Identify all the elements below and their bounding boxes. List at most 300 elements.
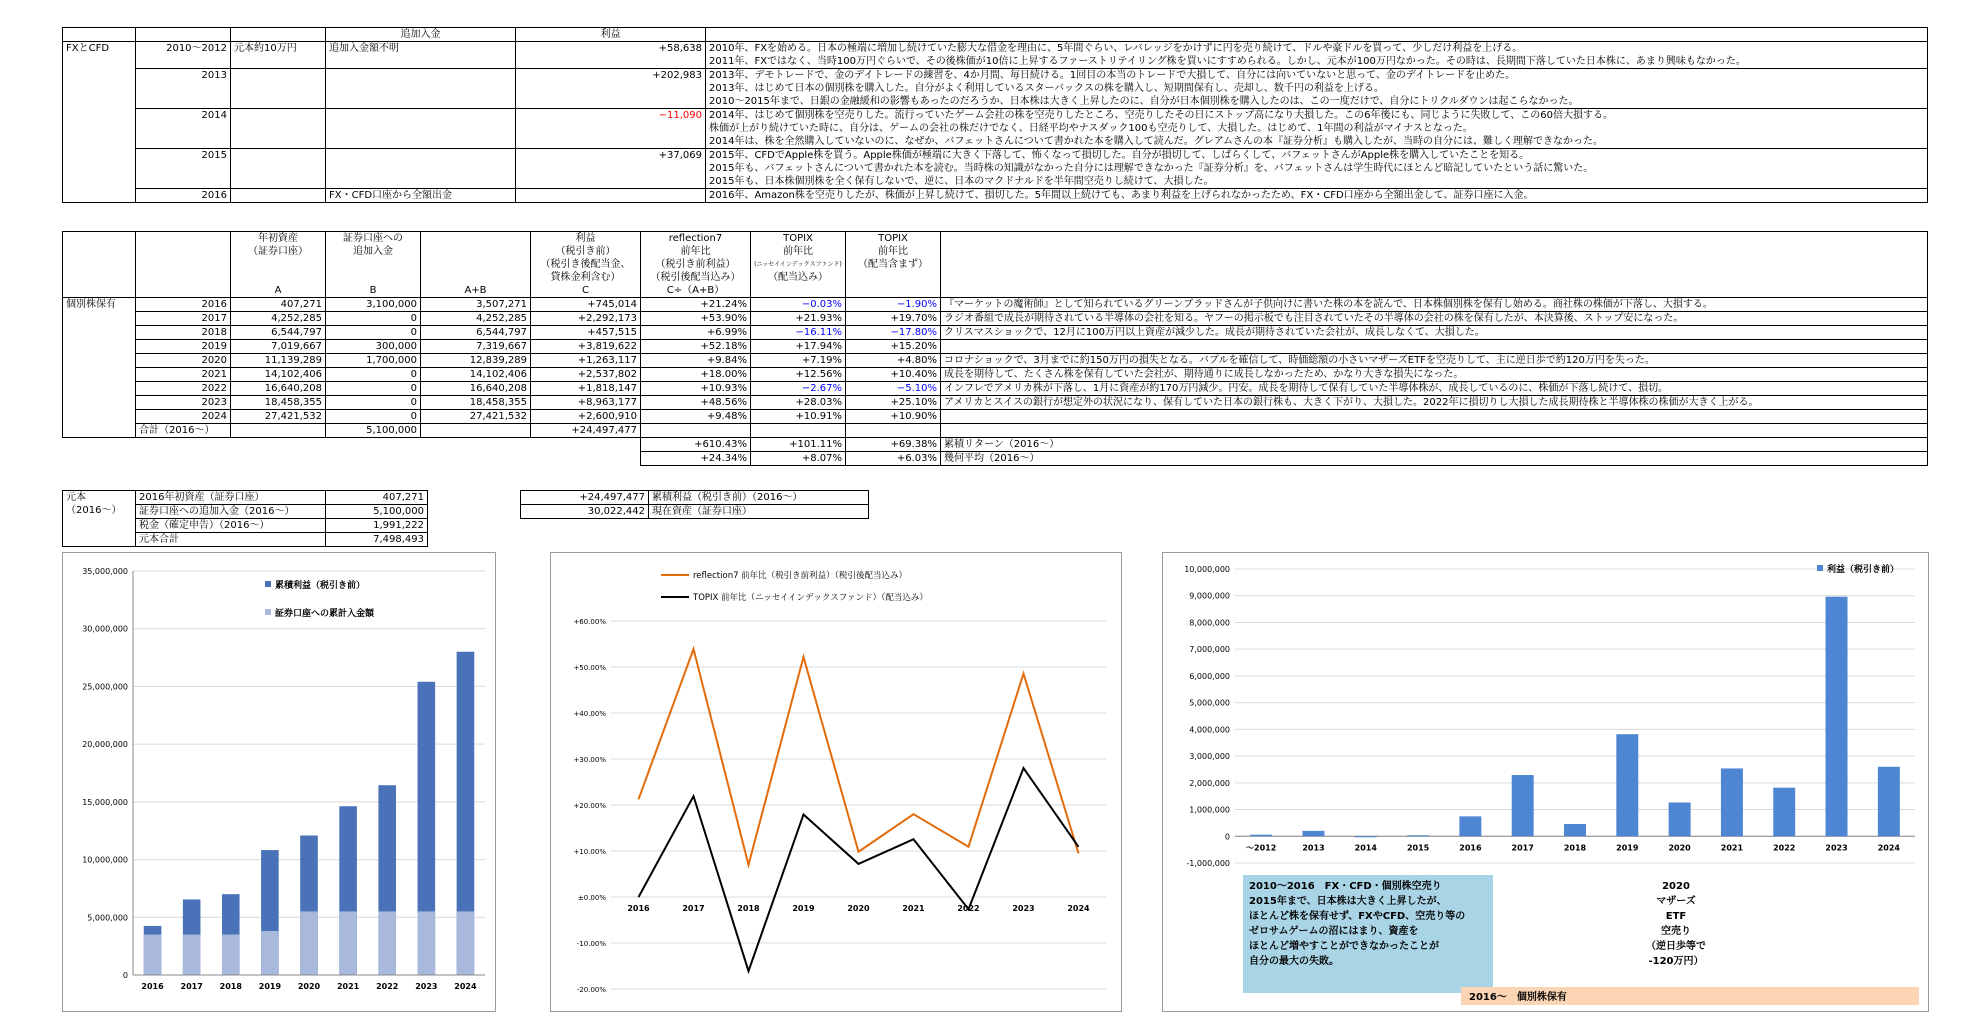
note-cell: 株価が上がり続けていた時に、自分は、ゲームの会社の株だけでなく、日経平均やナスダック100も空売りして、大損した。はじめて、1年間の利益がマイナスとなった。 (706, 122, 1928, 135)
bar-annual-profit (1826, 597, 1848, 837)
year-cell: 2020 (136, 354, 231, 368)
table-row (63, 312, 1928, 326)
header-cell (421, 258, 531, 271)
asset-cell (231, 189, 326, 203)
bar-annual-profit (1407, 835, 1429, 836)
header-cell (706, 28, 1928, 42)
principal-label-1: 元本 (66, 492, 86, 503)
r7-yoy-cell: +6.99% (641, 326, 751, 340)
bar-cumulative-deposit (418, 911, 436, 975)
r7-yoy-cell: +9.84% (641, 354, 751, 368)
table-row (63, 149, 1928, 163)
header-cell: 前年比 (846, 245, 941, 258)
y-tick-label: +30.00% (573, 756, 606, 764)
y-tick-label: 0 (122, 971, 128, 980)
asset-cell: 4,252,285 (231, 312, 326, 326)
table-row (63, 382, 1928, 396)
x-tick-label: 〜2012 (1246, 843, 1277, 853)
y-tick-label: 35,000,000 (82, 567, 128, 576)
year-cell: 2018 (136, 326, 231, 340)
annotation-text: -120万円） (1648, 956, 1704, 967)
bar-annual-profit (1564, 824, 1586, 836)
header-cell: reflection7 (641, 232, 751, 246)
principal-value: 1,991,222 (326, 519, 428, 533)
y-tick-label: 25,000,000 (82, 682, 128, 692)
table-cell (231, 424, 326, 438)
x-tick-label: 2024 (454, 982, 477, 991)
note-cell: クリスマスショックで、12月に100万円以上資産が減少した。成長が期待されていた会社が、成長しなくて、大損した。 (941, 326, 1928, 340)
summary-key: 累積利益（税引き前）（2016～） (649, 491, 869, 505)
header-cell: （税引き前） (531, 245, 641, 258)
bar-annual-profit (1878, 767, 1900, 837)
table-header-row (63, 28, 1928, 42)
principal-table (62, 490, 428, 547)
sum-cell: 4,252,285 (421, 312, 531, 326)
r7-yoy-cell: +53.90% (641, 312, 751, 326)
cum-topix: +101.11% (751, 438, 846, 452)
x-tick-label: 2016 (627, 904, 650, 913)
header-cell (751, 284, 846, 298)
legend-label: 利益（税引き前） (1827, 565, 1900, 575)
legend-swatch (265, 609, 271, 615)
total-row (63, 424, 1928, 438)
topix-yoy-nodiv-cell: −5.10% (846, 382, 941, 396)
deposit-cell (326, 69, 516, 109)
topix-yoy-cell: +28.03% (751, 396, 846, 410)
principal-key: 証券口座への追加入金（2016～） (136, 505, 326, 519)
asset-cell: 16,640,208 (231, 382, 326, 396)
header-cell (846, 271, 941, 284)
header-cell (941, 258, 1928, 271)
year-cell: 2022 (136, 382, 231, 396)
table-row (63, 340, 1928, 354)
profit-cell: +2,537,802 (531, 368, 641, 382)
header-cell (136, 258, 231, 271)
y-tick-label: 10,000,000 (82, 855, 128, 865)
profit-cell: +745,014 (531, 298, 641, 312)
table-header-row (63, 284, 1928, 298)
x-tick-label: 2020 (1668, 843, 1691, 853)
table-row (63, 42, 1928, 56)
geo-r7: +24.34% (641, 452, 751, 466)
deposit-cell: 0 (326, 326, 421, 340)
topix-yoy-cell: −16.11% (751, 326, 846, 340)
empty-cell (421, 452, 531, 466)
topix-yoy-cell: −0.03% (751, 298, 846, 312)
year-cell: 2010～2012 (136, 42, 231, 69)
deposit-cell: 0 (326, 382, 421, 396)
profit-cell: −11,090 (516, 109, 706, 149)
asset-cell: 7,019,667 (231, 340, 326, 354)
principal-label (63, 491, 136, 547)
summary-row (521, 505, 869, 519)
table-row (63, 410, 1928, 424)
deposit-cell: 0 (326, 396, 421, 410)
chart-yoy-return (550, 552, 1122, 1012)
y-tick-label: 10,000,000 (1184, 565, 1230, 574)
note-cell: 2015年も、日本株個別株を全く保有しないで、逆に、日本のマクドナルドを半年間空売りし続けて、大損した。 (706, 175, 1928, 189)
deposit-cell: 3,100,000 (326, 298, 421, 312)
header-cell: C (531, 284, 641, 298)
section-label: FXとCFD (63, 42, 136, 203)
sum-cell: 7,319,667 (421, 340, 531, 354)
bar-annual-profit (1355, 836, 1377, 837)
legend-label: 累積利益（税引き前） (275, 581, 366, 591)
header-cell: 証券口座への (326, 232, 421, 246)
x-tick-label: 2021 (1720, 843, 1744, 853)
header-cell (63, 271, 136, 284)
note-cell: 2013年、デモトレードで、金のデイトレードの練習を、4か月間、毎日続ける。1回目の本当のトレードで大損して、自分には向いていないと思って、金のデイトレードを止めた。 (706, 69, 1928, 83)
annotation-text: ほとんど増やすことができなかったことが (1249, 941, 1439, 952)
bar-cumulative-deposit (222, 935, 240, 975)
note-cell: 2014年は、株を全然購入していないのに、なぜか、バフェットさんについて書かれた本を購入して読んだ。グレアムさんの本『証券分析』も購入したが、当時の自分には、難しく理解できなかった。 (706, 135, 1928, 149)
header-cell: （税引き後配当金、 (531, 258, 641, 271)
note-cell: 2013年、はじめて日本の個別株を購入した。自分がよく利用しているスターバックスの株を購入し、短期間保有し、売却し、数千円の利益を上げる。 (706, 82, 1928, 95)
sum-cell: 3,507,271 (421, 298, 531, 312)
header-cell: TOPIX (751, 232, 846, 246)
note-cell: 2010年、FXを始める。日本の極端に増加し続けていた膨大な借金を理由に、5年間ぐらい、レバレッジをかけずに円を売り続けて、ドルや豪ドルを買って、少しだけ利益を上げる。 (706, 42, 1928, 56)
annotation-text: ほとんど株を保有せず、FXやCFD、空売り等の (1249, 911, 1466, 922)
topix-yoy-cell: −2.67% (751, 382, 846, 396)
x-tick-label: 2019 (258, 982, 282, 991)
profit-cell: +8,963,177 (531, 396, 641, 410)
asset-cell (231, 109, 326, 149)
topix-yoy-cell: +21.93% (751, 312, 846, 326)
y-tick-label: 1,000,000 (1189, 805, 1230, 815)
total-deposit: 5,100,000 (326, 424, 421, 438)
header-deposit: 追加入金 (326, 28, 516, 42)
principal-value: 407,271 (326, 491, 428, 505)
summary-value: 30,022,442 (521, 505, 649, 519)
empty-cell (136, 438, 231, 452)
deposit-cell: 1,700,000 (326, 354, 421, 368)
header-cell: C÷（A+B） (641, 284, 751, 298)
y-tick-label: 8,000,000 (1189, 618, 1230, 628)
empty-cell (531, 452, 641, 466)
annotation-text: 2016〜 個別株保有 (1469, 992, 1567, 1003)
year-cell: 2019 (136, 340, 231, 354)
table-row (63, 326, 1928, 340)
asset-cell: 407,271 (231, 298, 326, 312)
topix-yoy-nodiv-cell: +10.40% (846, 368, 941, 382)
year-cell: 2014 (136, 109, 231, 149)
cum-label: 累積リターン（2016～） (941, 438, 1928, 452)
header-cell (63, 245, 136, 258)
header-cell (941, 232, 1928, 246)
annotation-text: 2020 (1662, 881, 1690, 892)
table-row (63, 354, 1928, 368)
legend-label: 証券口座への累計入金額 (275, 609, 375, 619)
cum-row (63, 438, 1928, 452)
profit-cell: +202,983 (516, 69, 706, 109)
summary-key: 現在資産（証券口座） (649, 505, 869, 519)
empty-cell (231, 452, 326, 466)
x-tick-label: 2020 (297, 982, 321, 991)
header-cell (941, 271, 1928, 284)
annotation-text: 空売り (1661, 926, 1691, 937)
header-cell (421, 232, 531, 246)
y-tick-label: 2,000,000 (1189, 778, 1230, 788)
header-cell (63, 232, 136, 246)
principal-label-2: （2016～） (66, 505, 122, 516)
header-cell: （税引き前利益） (641, 258, 751, 271)
table-row (63, 298, 1928, 312)
total-profit: +24,497,477 (531, 424, 641, 438)
header-cell: (ニッセイインデックスファンド) (751, 258, 846, 271)
year-cell: 2017 (136, 312, 231, 326)
y-tick-label: +40.00% (573, 710, 606, 718)
header-cell: A+B (421, 284, 531, 298)
x-tick-label: 2017 (682, 904, 705, 913)
summary-table (520, 490, 869, 519)
y-tick-label: 5,000,000 (1189, 698, 1230, 708)
bar-cumulative-deposit (378, 911, 396, 975)
x-tick-label: 2021 (336, 982, 360, 991)
note-cell: 2015年、CFDでApple株を買う。Apple株価が極端に大きく下落して、怖くなって損切した。自分が損切して、しばらくして、バフェットさんがApple株を購入していたことを知る。 (706, 149, 1928, 163)
sum-cell: 12,839,289 (421, 354, 531, 368)
header-cell (421, 245, 531, 258)
x-tick-label: 2022 (376, 982, 399, 991)
header-cell (63, 28, 136, 42)
r7-yoy-cell: +52.18% (641, 340, 751, 354)
header-cell (421, 271, 531, 284)
cum-topix2: +69.38% (846, 438, 941, 452)
deposit-cell (326, 109, 516, 149)
x-tick-label: 2014 (1354, 843, 1377, 853)
r7-yoy-cell: +18.00% (641, 368, 751, 382)
asset-cell: 6,544,797 (231, 326, 326, 340)
deposit-cell: 0 (326, 312, 421, 326)
year-cell: 2024 (136, 410, 231, 424)
y-tick-label: 15,000,000 (82, 797, 128, 807)
legend-label: reflection7 前年比（税引き前利益）（税引後配当込み） (693, 571, 907, 581)
x-tick-label: 2015 (1406, 843, 1430, 853)
bar-annual-profit (1616, 734, 1638, 836)
empty-cell (63, 452, 136, 466)
note-cell: 2014年、はじめて個別株を空売りした。流行っていたゲーム会社の株を空売りしたところ、空売りしたその日にストップ高になり大損した。この6年後にも、同じように失敗して、この60倍大損する。 (706, 109, 1928, 123)
header-cell: （配当含まず） (846, 258, 941, 271)
bar-cumulative-deposit (457, 911, 475, 975)
header-profit: 利益 (516, 28, 706, 42)
bar-annual-profit (1512, 775, 1534, 836)
topix-yoy-nodiv-cell: +4.80% (846, 354, 941, 368)
x-tick-label: 2023 (1012, 904, 1035, 913)
topix-yoy-cell: +12.56% (751, 368, 846, 382)
total-label: 合計（2016～） (136, 424, 231, 438)
annotation-text: 自分の最大の失敗。 (1249, 956, 1339, 967)
year-cell: 2016 (136, 189, 231, 203)
asset-cell (231, 149, 326, 189)
geo-topix: +8.07% (751, 452, 846, 466)
series-line (639, 768, 1079, 971)
bar-annual-profit (1459, 816, 1481, 836)
x-tick-label: 2023 (1825, 843, 1848, 853)
header-cell: B (326, 284, 421, 298)
header-cell (941, 245, 1928, 258)
table-row (63, 109, 1928, 123)
x-tick-label: 2020 (847, 904, 870, 913)
topix-yoy-cell: +10.91% (751, 410, 846, 424)
header-cell: （証券口座） (231, 245, 326, 258)
header-cell (231, 28, 326, 42)
bar-cumulative-deposit (339, 911, 357, 975)
note-cell: 成長を期待して、たくさん株を保有していた会社が、期待通りに成長しなかったため、かなり大きな損失になった。 (941, 368, 1928, 382)
r7-yoy-cell: +10.93% (641, 382, 751, 396)
principal-key: 元本合計 (136, 533, 326, 547)
note-cell: 2016年、Amazon株を空売りしたが、株価が上昇し続けて、損切した。5年間以上続けても、あまり利益を上げられなかったため、FX・CFD口座から全額出金して、証券口座に入金。 (706, 189, 1928, 203)
asset-cell: 元本約10万円 (231, 42, 326, 69)
principal-key: 税金（確定申告）（2016～） (136, 519, 326, 533)
table-cell (641, 424, 751, 438)
x-tick-label: 2017 (1511, 843, 1534, 853)
annotation-text: 2010〜2016 FX・CFD・個別株空売り (1249, 881, 1442, 892)
note-cell: インフレでアメリカ株が下落し、1月に資産が約170万円減少。円安。成長を期待して保有していた半導体株が、成長しているのに、株価が下落し続けて、損切。 (941, 382, 1928, 396)
r7-yoy-cell: +21.24% (641, 298, 751, 312)
y-tick-label: +20.00% (573, 802, 606, 810)
bar-annual-profit (1302, 831, 1324, 836)
legend-swatch (1817, 565, 1823, 571)
y-tick-label: 3,000,000 (1189, 752, 1230, 762)
sum-cell: 18,458,355 (421, 396, 531, 410)
y-tick-label: +10.00% (573, 848, 606, 856)
empty-cell (136, 452, 231, 466)
profit-cell: +2,600,910 (531, 410, 641, 424)
section-label: 個別株保有 (63, 298, 136, 438)
y-tick-label: -10.00% (576, 940, 606, 948)
profit-cell: +1,263,117 (531, 354, 641, 368)
y-tick-label: ±0.00% (577, 894, 606, 902)
note-cell: 『マーケットの魔術師』として知られているグリーンブラッドさんが子供向けに書いた株の本を読んで、日本株個別株を保有し始める。商社株の株価が下落し、大損する。 (941, 298, 1928, 312)
r7-yoy-cell: +9.48% (641, 410, 751, 424)
asset-cell: 11,139,289 (231, 354, 326, 368)
deposit-cell: 0 (326, 410, 421, 424)
bar-annual-profit (1721, 768, 1743, 836)
cum-r7: +610.43% (641, 438, 751, 452)
empty-cell (326, 438, 421, 452)
header-cell (136, 271, 231, 284)
note-cell: 2015年も、バフェットさんについて書かれた本を読む。当時株の知識がなかった自分には理解できなかった『証券分析』を、バフェットさんは学生時代にほとんど暗記していたという話に驚いた。 (706, 162, 1928, 175)
topix-yoy-cell: +17.94% (751, 340, 846, 354)
x-tick-label: 2022 (1773, 843, 1796, 853)
x-tick-label: 2024 (1067, 904, 1090, 913)
note-cell: アメリカとスイスの銀行が想定外の状況になり、保有していた日本の銀行株も、大きく下がり、大損した。2022年に損切りし大損した成長期待株と半導体株の株価が大きく上がる。 (941, 396, 1928, 410)
x-tick-label: 2022 (957, 904, 980, 913)
profit-cell: +1,818,147 (531, 382, 641, 396)
legend-swatch (265, 581, 271, 587)
header-cell (231, 258, 326, 271)
header-cell: 貸株金利含む） (531, 271, 641, 284)
deposit-cell (326, 149, 516, 189)
geo-label: 幾何平均（2016～） (941, 452, 1928, 466)
fx-cfd-table (62, 27, 1928, 203)
x-tick-label: 2017 (180, 982, 203, 991)
topix-yoy-nodiv-cell: −1.90% (846, 298, 941, 312)
table-cell (941, 424, 1928, 438)
year-cell: 2016 (136, 298, 231, 312)
table-row (63, 69, 1928, 83)
y-tick-label: +50.00% (573, 664, 606, 672)
principal-value: 5,100,000 (326, 505, 428, 519)
empty-cell (326, 452, 421, 466)
annotation-text: （逆日歩等で (1646, 941, 1706, 952)
header-cell (136, 245, 231, 258)
profit-cell: +3,819,622 (531, 340, 641, 354)
bar-cumulative-deposit (144, 935, 162, 975)
bar-annual-profit (1773, 788, 1795, 837)
header-cell (326, 258, 421, 271)
header-cell (63, 258, 136, 271)
bar-cumulative-deposit (183, 935, 201, 975)
x-tick-label: 2016 (1459, 843, 1482, 853)
topix-yoy-nodiv-cell: +15.20% (846, 340, 941, 354)
empty-cell (231, 438, 326, 452)
header-cell (231, 271, 326, 284)
annotation-text: ETF (1665, 911, 1687, 922)
profit-cell: +37,069 (516, 149, 706, 189)
table-cell (846, 424, 941, 438)
header-cell (136, 232, 231, 246)
header-cell (136, 284, 231, 298)
x-tick-label: 2021 (902, 904, 925, 913)
sum-cell: 27,421,532 (421, 410, 531, 424)
header-cell: 利益 (531, 232, 641, 246)
table-cell (421, 424, 531, 438)
y-tick-label: 0 (1224, 832, 1230, 842)
asset-cell: 18,458,355 (231, 396, 326, 410)
sum-cell: 14,102,406 (421, 368, 531, 382)
x-tick-label: 2018 (1563, 843, 1587, 853)
y-tick-label: 6,000,000 (1189, 671, 1230, 681)
x-tick-label: 2016 (141, 982, 164, 991)
profit-cell: +2,292,173 (531, 312, 641, 326)
table-row (63, 189, 1928, 203)
y-tick-label: 7,000,000 (1189, 645, 1230, 655)
header-cell: TOPIX (846, 232, 941, 246)
x-tick-label: 2018 (219, 982, 242, 991)
y-tick-label: 5,000,000 (87, 913, 128, 923)
bar-cumulative-deposit (300, 911, 318, 975)
x-tick-label: 2023 (415, 982, 438, 991)
y-tick-label: 4,000,000 (1189, 725, 1230, 735)
header-cell (846, 284, 941, 298)
y-tick-label: -1,000,000 (1186, 859, 1230, 868)
note-cell: ラジオ番組で成長が期待されている半導体の会社を知る。ヤフーの掲示板でも注目されていたその半導体の会社の株を保有したが、本決算後、ストップ安になった。 (941, 312, 1928, 326)
bar-cumulative-deposit (261, 931, 279, 975)
header-cell (941, 284, 1928, 298)
table-row (63, 368, 1928, 382)
year-cell: 2013 (136, 69, 231, 109)
topix-yoy-cell: +7.19% (751, 354, 846, 368)
bar-annual-profit (1669, 803, 1691, 837)
table-header-row (63, 245, 1928, 258)
empty-cell (531, 438, 641, 452)
deposit-cell: 0 (326, 368, 421, 382)
topix-yoy-nodiv-cell: −17.80% (846, 326, 941, 340)
asset-cell (231, 69, 326, 109)
profit-cell (516, 189, 706, 203)
header-cell: （税引後配当込み） (641, 271, 751, 284)
geo-row (63, 452, 1928, 466)
y-tick-label: 30,000,000 (82, 624, 128, 634)
sum-cell: 16,640,208 (421, 382, 531, 396)
x-tick-label: 2013 (1302, 843, 1325, 853)
profit-cell: +457,515 (531, 326, 641, 340)
x-tick-label: 2019 (1616, 843, 1639, 853)
table-row (63, 396, 1928, 410)
header-cell: A (231, 284, 326, 298)
summary-value: +24,497,477 (521, 491, 649, 505)
table-header-row (63, 271, 1928, 284)
